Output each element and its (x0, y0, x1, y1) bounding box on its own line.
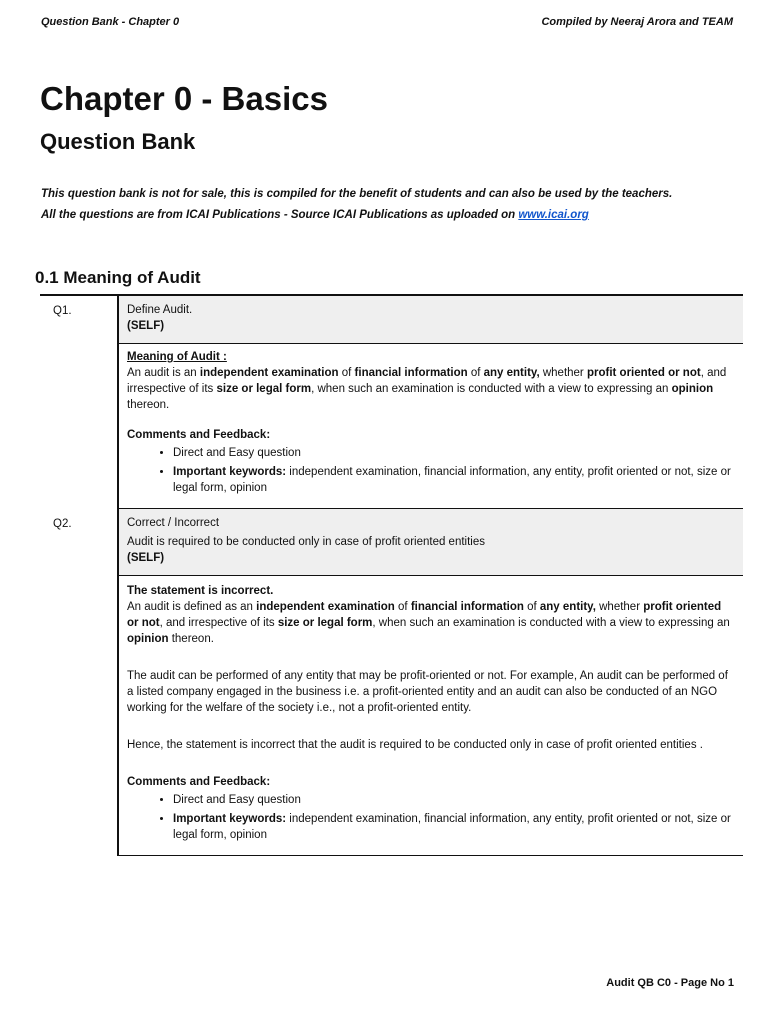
def-bold: profit oriented or not (127, 601, 722, 629)
def-bold: independent examination (199, 367, 339, 379)
question-cell (118, 295, 743, 344)
def-bold: profit oriented or not (586, 367, 701, 379)
def-text: , and irrespective of its (159, 617, 278, 629)
def-bold: financial information (354, 367, 468, 379)
chapter-title: Chapter 0 - Basics (40, 80, 328, 117)
def-text: whether (595, 601, 644, 613)
def-text: An audit is an (127, 367, 200, 379)
chapter-subtitle: Question Bank (40, 129, 196, 154)
def-bold: opinion (671, 383, 714, 395)
def-bold: independent examination (256, 601, 395, 613)
spacer (127, 647, 735, 668)
page-header-left: Question Bank - Chapter 0 (41, 16, 180, 28)
icai-link[interactable]: www.icai.org (518, 209, 589, 221)
def-text: of (338, 367, 355, 379)
def-text: , when such an examination is conducted with a view to expressing an (372, 617, 730, 629)
comments-heading: Comments and Feedback: (127, 776, 271, 788)
feedback-item: • Direct and Easy question (173, 792, 735, 808)
question-number: Q1. (40, 295, 118, 509)
def-text: , and irrespective of its (127, 367, 727, 395)
def-text: whether (539, 367, 587, 379)
keywords-text: independent examination, financial information, any entity, profit oriented or not, size or legal form, opinion (173, 466, 731, 494)
def-text: thereon. (168, 633, 214, 645)
keywords-label: Important keywords: (173, 466, 287, 478)
answer-row (40, 576, 743, 856)
spacer (127, 716, 735, 737)
answer-row (40, 344, 743, 509)
answer-heading: Meaning of Audit : (127, 351, 227, 363)
feedback-item: • Direct and Easy question (173, 445, 735, 461)
page-footer: Audit QB C0 - Page No 1 (606, 977, 734, 989)
answer-paragraph: The audit can be performed of any entity that may be profit-oriented or not. For example, An audit can be performed of a listed company engaged in the business i.e. a profit-oriented entity and an audit can also be conducted of an NGO working for the welfare of the society i.e., not a profit-oriented entity. (127, 670, 728, 714)
question-row (40, 509, 743, 576)
answer-cell (118, 576, 743, 856)
def-text: of (523, 601, 540, 613)
question-row (40, 295, 743, 344)
question-number: Q2. (40, 509, 118, 856)
question-text: Correct / Incorrect (127, 517, 220, 529)
question-text: Define Audit. (127, 304, 193, 316)
spacer (127, 413, 735, 427)
def-text: thereon. (127, 399, 170, 411)
feedback-item (173, 811, 735, 843)
def-bold: any entity, (539, 601, 596, 613)
def-bold: financial information (410, 601, 524, 613)
notice (41, 184, 672, 226)
answer-definition (127, 599, 735, 647)
def-bold: size or legal form (277, 617, 373, 629)
def-bold: any entity, (483, 367, 540, 379)
question-table (40, 294, 743, 856)
notice-line-1: This question bank is not for sale, this is compiled for the benefit of students and can also be used by the teachers. (41, 188, 673, 200)
spacer (127, 753, 735, 774)
def-text: An audit is defined as an (127, 601, 257, 613)
feedback-item (173, 464, 735, 496)
keywords-text: independent examination, financial information, any entity, profit oriented or not, size or legal form, opinion (173, 813, 731, 841)
question-cell (118, 509, 743, 576)
keywords-label: Important keywords: (173, 813, 287, 825)
notice-line-2 (41, 205, 672, 226)
answer-heading: The statement is incorrect. (127, 585, 274, 597)
page-header-right: Compiled by Neeraj Arora and TEAM (541, 16, 733, 28)
comments-heading: Comments and Feedback: (127, 429, 271, 441)
def-text: , when such an examination is conducted with a view to expressing an (311, 383, 672, 395)
notice-line-2-text: All the questions are from ICAI Publications - Source ICAI Publications as uploaded on (41, 209, 519, 221)
feedback-list (127, 445, 735, 496)
feedback-list (127, 792, 735, 843)
answer-definition (127, 365, 735, 413)
question-text: Audit is required to be conducted only in case of profit oriented entities (127, 536, 485, 548)
question-tag: (SELF) (127, 552, 165, 564)
def-text: of (394, 601, 411, 613)
question-tag: (SELF) (127, 320, 165, 332)
answer-cell (118, 344, 743, 509)
def-bold: opinion (127, 633, 169, 645)
def-text: of (467, 367, 484, 379)
def-bold: size or legal form (216, 383, 312, 395)
answer-paragraph: Hence, the statement is incorrect that the audit is required to be conducted only in case of profit oriented entities . (127, 739, 703, 751)
section-title: 0.1 Meaning of Audit (35, 268, 201, 287)
